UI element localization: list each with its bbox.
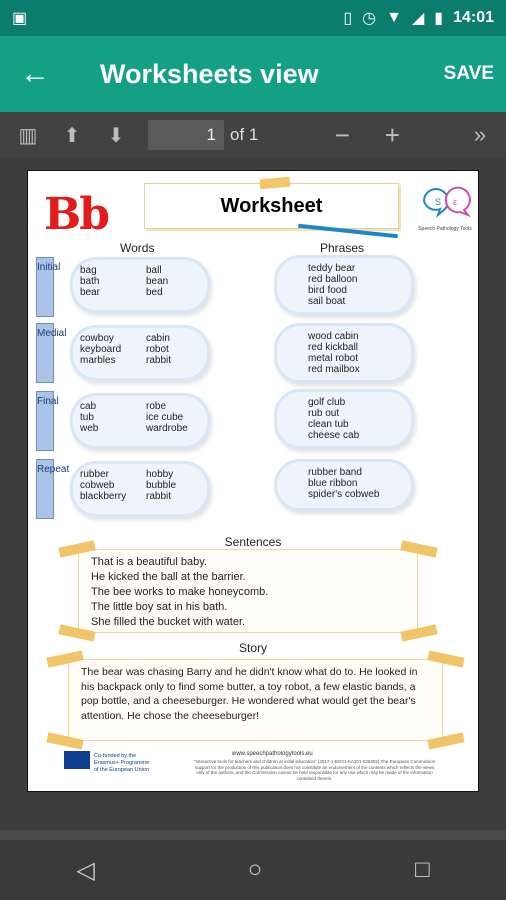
word: rabbit xyxy=(146,355,172,366)
sentence: That is a beautiful baby. xyxy=(91,556,207,568)
phrase: metal robot xyxy=(308,353,359,364)
phrase: spider's cobweb xyxy=(308,489,380,500)
word: bag xyxy=(80,265,97,276)
word: bear xyxy=(80,287,101,298)
phrase: sail boat xyxy=(308,296,346,307)
tape-decoration xyxy=(427,732,464,749)
word: cobweb xyxy=(80,480,115,491)
story-scroll xyxy=(68,659,443,741)
pdf-toolbar xyxy=(0,112,506,158)
words-cloud-medial xyxy=(70,325,210,381)
phrases-cloud-initial xyxy=(274,255,414,315)
sentence: She filled the bucket with water. xyxy=(91,616,246,628)
word: tub xyxy=(80,412,94,423)
save-button[interactable]: SAVE xyxy=(443,63,494,84)
page-title: Worksheets view xyxy=(100,58,319,89)
logo-text: Speech Pathology Tools xyxy=(418,226,472,232)
sentence: The bee works to make honeycomb. xyxy=(91,586,269,598)
phrase: red balloon xyxy=(308,274,358,285)
svg-text:ε: ε xyxy=(453,197,458,207)
tag-medial: Medial xyxy=(36,323,54,383)
zoom-in-icon[interactable]: + xyxy=(384,119,400,150)
eu-flag-icon xyxy=(64,751,90,769)
sidebar-toggle-icon[interactable]: ▥ xyxy=(18,124,38,147)
viewer-bottom-band xyxy=(0,830,506,840)
eu-funding-text: Co-funded by the Erasmus+ Programme of the European Union xyxy=(94,753,150,773)
phrase: teddy bear xyxy=(308,263,356,274)
word: robot xyxy=(146,344,169,355)
phrases-header: Phrases xyxy=(320,241,365,255)
footer-note: "Interactive tools for teachers and children at initial education" (2017-1-BG01-KA201-036302) The European Commission support for the production of this publication does not constitute an endorsement of the contents which reflects the views only of the authors, and the Commission cannot be held responsible for any use which may be made of the information contained therein. xyxy=(193,759,436,781)
phrase: rubber band xyxy=(308,467,362,478)
system-nav-bar xyxy=(0,840,506,900)
story-text: The bear was chasing Barry and he didn't know what do to. He looked in his backpack only to find some butter, a toy robot, a few elastic bands, a pop bottle, and a cheeseburger. He wondered what would get the bear's attention. He chose the cheeseburger! xyxy=(81,666,418,722)
word: bean xyxy=(146,276,169,287)
status-bar xyxy=(0,0,506,36)
word: marbles xyxy=(80,355,116,366)
svg-text:S: S xyxy=(435,197,442,207)
previous-page-icon[interactable]: ⬆ xyxy=(63,124,81,147)
next-page-icon[interactable]: ⬇ xyxy=(107,124,125,147)
alarm-icon: ◷ xyxy=(362,10,377,27)
worksheet-page xyxy=(27,170,479,792)
phrase: bird food xyxy=(308,285,347,296)
word: bubble xyxy=(146,480,177,491)
sentence: He kicked the ball at the barrier. xyxy=(91,571,246,583)
word: keyboard xyxy=(80,344,122,355)
letter-heading: Bb xyxy=(44,189,108,240)
worksheet-title-box xyxy=(144,183,399,229)
page-number-input[interactable]: 1 xyxy=(148,120,224,150)
tape-decoration xyxy=(400,624,437,641)
phrases-cloud-final xyxy=(274,389,414,449)
words-cloud-final xyxy=(70,393,210,449)
word: bed xyxy=(146,287,163,298)
word: ball xyxy=(146,265,162,276)
word: bath xyxy=(80,276,100,287)
worksheet-title: Worksheet xyxy=(220,194,323,217)
zoom-out-icon[interactable]: − xyxy=(334,119,350,150)
words-header: Words xyxy=(120,241,155,255)
word: robe xyxy=(146,401,167,412)
app-bar xyxy=(0,36,506,112)
word: cowboy xyxy=(80,333,114,344)
tag-initial: Initial xyxy=(36,257,54,317)
story-header: Story xyxy=(238,641,267,655)
battery-icon: ▮ xyxy=(434,10,444,27)
phrase: rub out xyxy=(308,408,340,419)
more-tools-icon[interactable]: » xyxy=(473,122,487,147)
word: rubber xyxy=(80,469,109,480)
phrase: red kickball xyxy=(308,342,359,353)
tag-final: Final xyxy=(36,391,54,451)
home-nav-icon[interactable]: ○ xyxy=(247,856,263,883)
page-count: of 1 xyxy=(230,125,259,144)
word: hobby xyxy=(146,469,174,480)
sentences-header: Sentences xyxy=(224,535,282,549)
word: rabbit xyxy=(146,491,172,502)
word: cabin xyxy=(146,333,170,344)
tape-decoration xyxy=(46,732,83,749)
phrase: blue ribbon xyxy=(308,478,358,489)
word: cab xyxy=(80,401,97,412)
tape-decoration xyxy=(260,177,291,190)
words-cloud-repeat xyxy=(70,461,210,517)
phrase: cheese cab xyxy=(308,430,360,441)
word: ice cube xyxy=(146,412,184,423)
status-time: 14:01 xyxy=(453,9,494,26)
back-arrow-icon[interactable]: ← xyxy=(20,57,50,90)
word: blackberry xyxy=(80,491,127,502)
document-viewer[interactable] xyxy=(0,158,506,830)
tag-repeat: Repeat xyxy=(36,459,54,519)
image-notification-icon: ▣ xyxy=(12,10,28,27)
sentence: The little boy sat in his bath. xyxy=(91,601,228,613)
word: wardrobe xyxy=(146,423,188,434)
speech-pathology-logo xyxy=(416,181,474,231)
phrases-cloud-medial xyxy=(274,323,414,383)
sentences-scroll xyxy=(78,549,418,633)
footer-url: www.speechpathologytools.eu xyxy=(232,751,313,757)
phrase: golf club xyxy=(308,397,346,408)
wifi-icon: ▼ xyxy=(386,9,402,26)
phrase: red mailbox xyxy=(308,364,360,375)
phrase: wood cabin xyxy=(308,331,359,342)
word: web xyxy=(80,423,99,434)
phrase: clean tub xyxy=(308,419,349,430)
back-nav-icon[interactable]: ◁ xyxy=(76,856,95,884)
phrases-cloud-repeat xyxy=(274,459,414,511)
words-cloud-initial xyxy=(70,257,210,313)
signal-icon: ◢ xyxy=(411,10,425,27)
page-footer xyxy=(42,751,467,787)
recents-nav-icon[interactable]: □ xyxy=(415,856,430,883)
vibrate-icon: ▯ xyxy=(343,10,353,27)
